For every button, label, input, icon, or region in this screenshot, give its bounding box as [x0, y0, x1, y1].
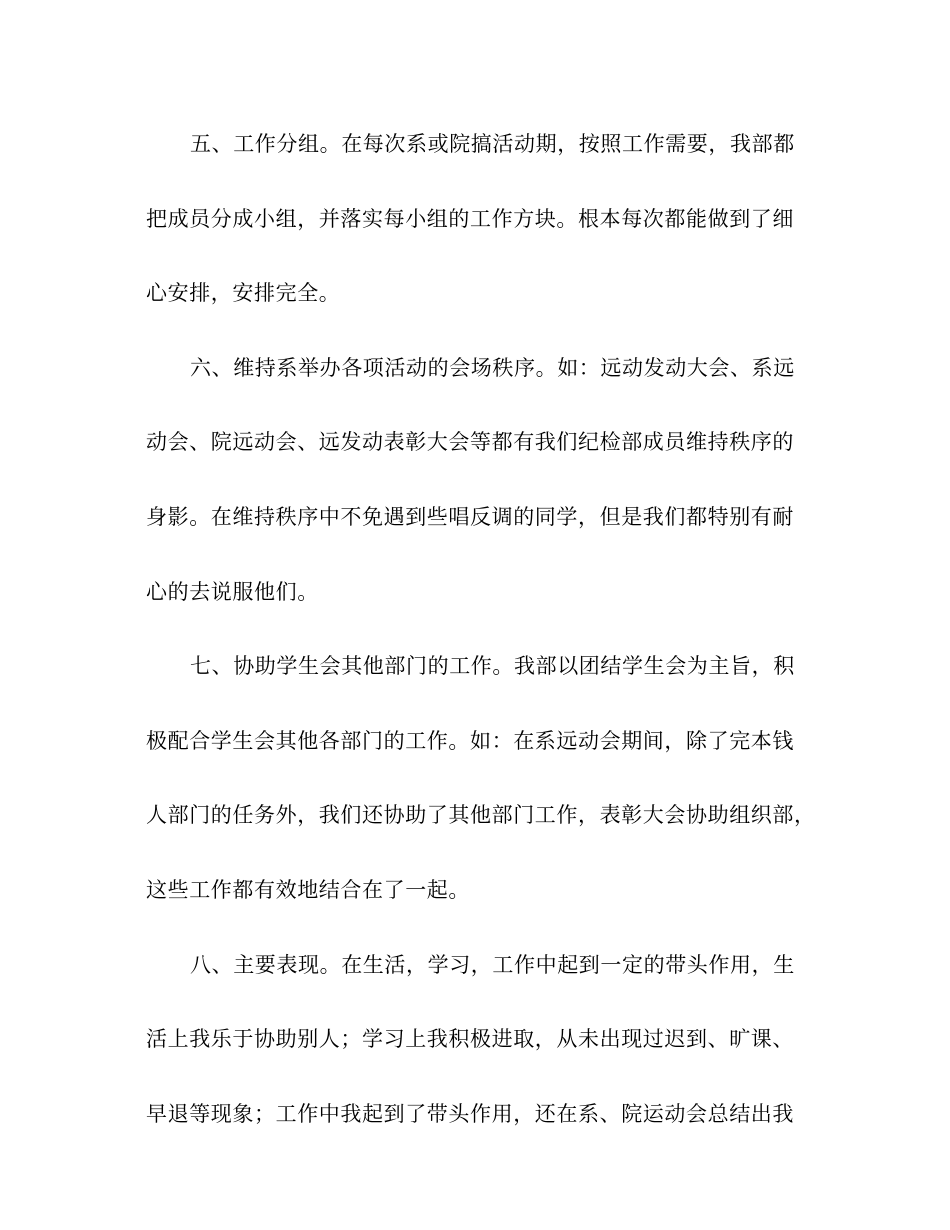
text-line: 把成员分成小组，并落实每小组的工作方块。根本每次都能做到了细 — [146, 206, 794, 231]
paragraph-work-grouping — [146, 124, 810, 348]
text-line: 早退等现象；工作中我起到了带头作用，还在系、院运动会总结出我 — [146, 1101, 794, 1126]
text-line: 心的去说服他们。 — [146, 579, 319, 604]
text-line: 七、协助学生会其他部门的工作。我部以团结学生会为主旨，积 — [190, 654, 795, 679]
text-line: 活上我乐于协助别人；学习上我积极进取，从未出现过迟到、旷课、 — [146, 1027, 794, 1052]
text-line: 心安排，安排完全。 — [146, 281, 341, 306]
text-line: 八、主要表现。在生活，学习，工作中起到一定的带头作用，生 — [190, 952, 795, 977]
text-line: 极配合学生会其他各部门的工作。如：在系远动会期间，除了完本钱 — [146, 728, 794, 753]
paragraph-main-performance — [146, 945, 810, 1169]
text-line: 六、维持系举办各项活动的会场秩序。如：远动发动大会、系远 — [190, 355, 795, 380]
text-line: 动会、院远动会、远发动表彰大会等都有我们纪检部成员维持秩序的 — [146, 430, 794, 455]
paragraph-venue-order — [146, 348, 810, 646]
paragraph-assist-departments — [146, 646, 816, 944]
document-body — [146, 124, 816, 1168]
text-line: 人部门的任务外，我们还协助了其他部门工作，表彰大会协助组织部， — [146, 803, 816, 828]
text-line: 这些工作都有效地结合在了一起。 — [146, 877, 470, 902]
text-line: 五、工作分组。在每次系或院搞活动期，按照工作需要，我部都 — [190, 132, 795, 156]
text-line: 身影。在维持秩序中不免遇到些唱反调的同学，但是我们都特别有耐 — [146, 504, 794, 529]
